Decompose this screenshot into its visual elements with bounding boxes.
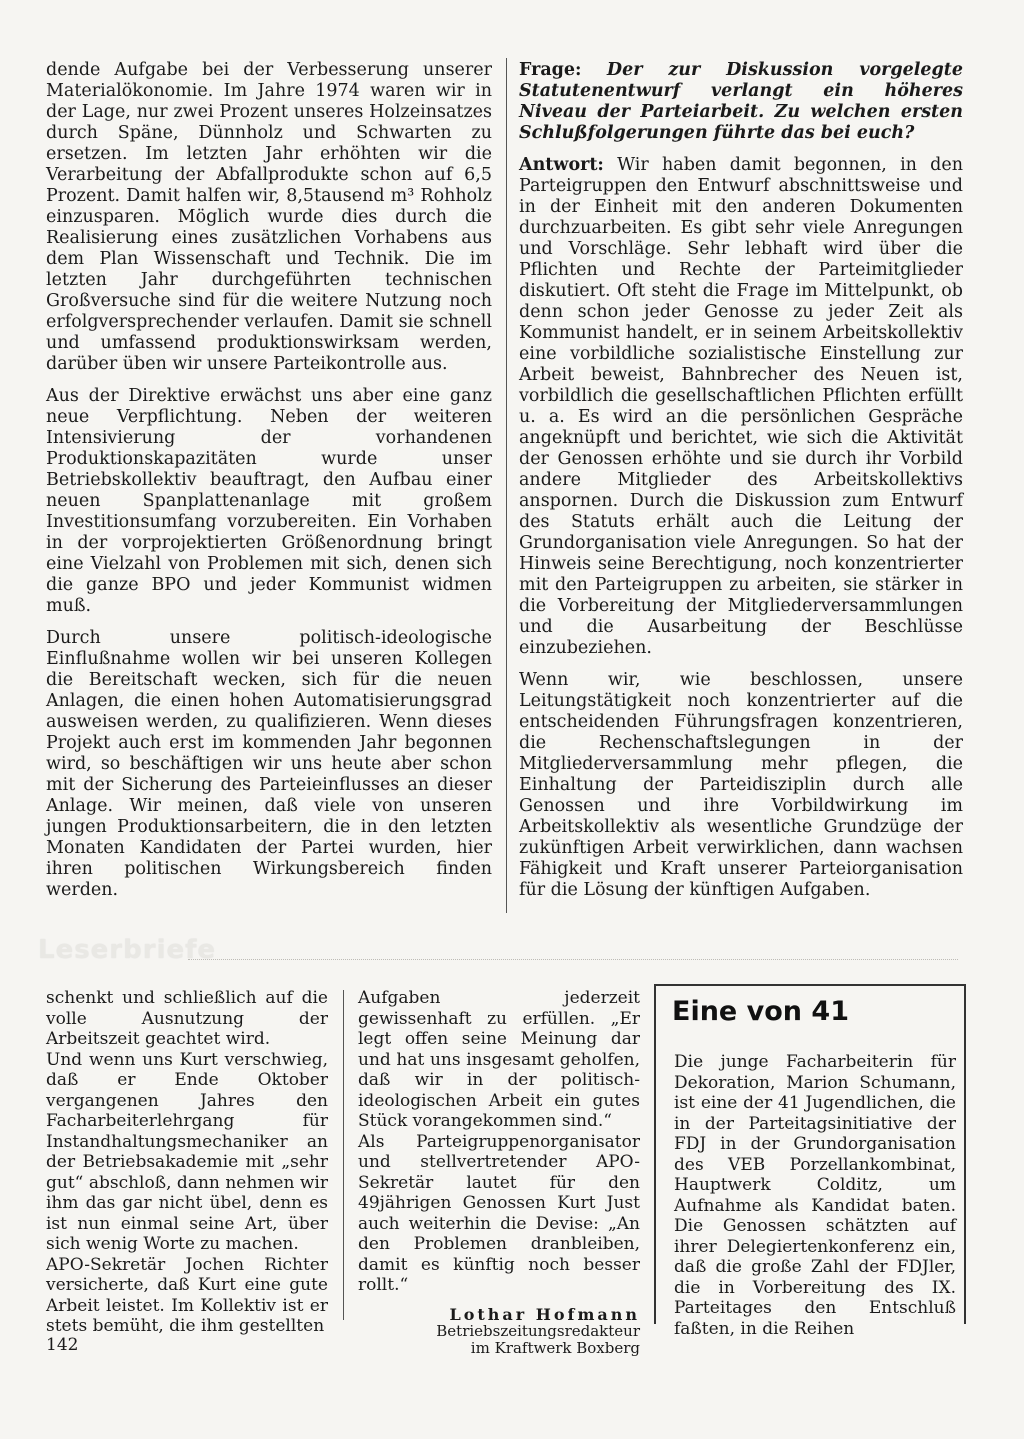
paragraph: Aufgaben jederzeit gewissenhaft zu erfüllen. „Er legt offen seine Meinung dar und hat uns insgesamt geholfen, daß wir in der politisch-ideologischen Arbeit ein gutes Stück vorangekommen sind.“ <box>358 988 640 1131</box>
sidebar-box <box>654 984 966 1339</box>
answer-text: Wir haben damit begonnen, in den Parteigruppen den Entwurf abschnittsweise und in der Einheit mit den anderen Dokumenten durchzuarbeiten. Es gibt sehr viele Anregungen und Vorschläge. Sehr lebhaft wird über die Pflichten und Rechte der Parteimitglieder diskutiert. Oft steht die Frage im Mittelpunkt, ob denn schon jeder Genosse zu jeder Zeit als Kommunist handelt, er in seinem Arbeitskollektiv eine vorbildliche sozialistische Einstellung zur Arbeit beweist, Bahnbrecher des Neuen ist, vorbildlich die gesellschaftlichen Pflichten erfüllt u. a. Es wird an die persönlichen Gespräche angeknüpft und berichtet, wie sich die Aktivität der Genossen erhöhte und sie durch ihr Vorbild andere Mitglieder des Arbeitskollektivs anspornen. Durch die Diskussion zum Entwurf des Statuts erhält auch die Leitung der Grundorganisation viele Anregungen. So hat der Hinweis seine Berechtigung, noch konzentrierter mit den Parteigruppen zu arbeiten, sie stärker in die Vorbereitung der Mitgliederversammlungen und die Ausarbeitung der Beschlüsse einzubeziehen. <box>519 155 963 658</box>
column-divider <box>343 990 344 1320</box>
paragraph: APO-Sekretär Jochen Richter versicherte, daß Kurt eine gute Arbeit leistet. Im Kollektiv ist er stets bemüht, die ihm gestellten <box>46 1254 328 1336</box>
paragraph: schenkt und schließlich auf die volle Ausnutzung der Arbeitszeit geachtet wird. <box>46 988 328 1049</box>
article-column-right <box>519 60 963 901</box>
author-signature <box>358 1306 640 1357</box>
answer-label: Antwort: <box>519 155 604 175</box>
paragraph: Die junge Facharbeiterin für Dekoration, Marion Schumann, ist eine der 41 Jugendlichen, die in der Parteitagsinitiative der FDJ in der Grundorganisation des VEB Porzellankombinat, Hauptwerk Colditz, um Aufnahme als Kandidat baten. Die Genossen schätzten auf ihrer Delegiertenkonferenz ein, daß die große Zahl der FDJler, die in Vorbereitung des IX. Parteitages den Entschluß faßten, in die Reihen <box>674 1052 956 1339</box>
interview-answer <box>519 155 963 659</box>
author-place: im Kraftwerk Boxberg <box>470 1338 640 1357</box>
section-divider <box>188 959 958 960</box>
question-text: Der zur Diskussion vorgelegte Statutenentwurf verlangt ein höheres Niveau der Parteiarbeit. Zu welchen ersten Schlußfolgerungen führte das bei euch? <box>519 60 963 143</box>
box-title: Eine von 41 <box>672 996 849 1027</box>
paragraph: Als Parteigruppenorganisator und stellvertretender APO-Sekretär lautet für den 49jährigen Genossen Kurt Just auch weiterhin die Devise: „An den Problemen dranbleiben, damit es künftig noch besser rollt.“ <box>358 1131 640 1295</box>
interview-question <box>519 60 963 144</box>
box-text-column <box>674 1052 956 1339</box>
author-role: Betriebszeitungsredakteur <box>436 1321 640 1340</box>
page-number: 142 <box>46 1335 79 1355</box>
column-divider <box>506 58 507 913</box>
article-column-left <box>46 60 492 901</box>
letter-column-1 <box>46 988 328 1337</box>
paragraph: dende Aufgabe bei der Verbesserung unserer Materialökonomie. Im Jahre 1974 waren wir in der Lage, nur zwei Prozent unseres Holzeinsatzes durch Späne, Dünnholz und Schwarten zu ersetzen. Im letzten Jahr erhöhten wir die Verarbeitung der Abfallprodukte schon auf 6,5 Prozent. Damit halfen wir, 8,5tausend m³ Rohholz einzusparen. Möglich wurde dies durch die Realisierung eines zusätzlichen Vorhabens aus dem Plan Wissenschaft und Technik. Die im letzten Jahr durchgeführten technischen Großversuche sind für die weitere Nutzung noch erfolgversprechender verlaufen. Damit sie schnell und umfassend produktionswirksam werden, darüber üben wir unsere Parteikontrolle aus. <box>46 60 492 374</box>
letter-column-2 <box>358 988 640 1357</box>
paragraph: Wenn wir, wie beschlossen, unsere Leitungstätigkeit noch konzentrierter auf die entscheidenden Führungsfragen konzentrieren, die Rechenschaftslegungen in der Mitgliederversammlung mehr pflegen, die Einhaltung der Parteidisziplin durch alle Genossen und ihre Vorbildwirkung im Arbeitskollektiv als wesentliche Grundzüge der zukünftigen Arbeit verwirklichen, dann wachsen Fähigkeit und Kraft unserer Parteiorganisation für die Lösung der künftigen Aufgaben. <box>519 670 963 900</box>
paragraph: Aus der Direktive erwächst uns aber eine ganz neue Verpflichtung. Neben der weiteren Intensivierung der vorhandenen Produktionskapazitäten wurde unser Betriebskollektiv beauftragt, den Aufbau einer neuen Spanplattenanlage mit großem Investitionsumfang vorzubereiten. Ein Vorhaben in der vorprojektierten Größenordnung bringt eine Vielzahl von Problemen mit sich, denen sich die ganze BPO und jeder Kommunist widmen muß. <box>46 386 492 616</box>
question-label: Frage: <box>519 60 582 80</box>
section-header <box>30 935 960 969</box>
author-name: Lothar Hofmann <box>449 1304 640 1324</box>
paragraph: Und wenn uns Kurt verschwieg, daß er Ende Oktober vergangenen Jahres den Facharbeiterlehrgang für Instandhaltungsmechaniker an der Betriebsakademie mit „sehr gut“ abschloß, dann nehmen wir ihm das gar nicht übel, denn es ist nun einmal seine Art, über sich wenig Worte zu machen. <box>46 1049 328 1254</box>
section-label: Leserbriefe <box>38 935 217 965</box>
paragraph: Durch unsere politisch-ideologische Einflußnahme wollen wir bei unseren Kollegen die Bereitschaft wecken, sich für die neuen Anlagen, die einen hohen Automatisierungsgrad ausweisen werden, zu qualifizieren. Wenn dieses Projekt auch erst im kommenden Jahr begonnen wird, so beschäftigen wir uns heute aber schon mit der Sicherung des Parteieinflusses an dieser Anlage. Wir meinen, daß viele von unseren jungen Produktionsarbeitern, die in den letzten Monaten Kandidaten der Partei wurden, hier ihren politischen Wirkungsbereich finden werden. <box>46 628 492 900</box>
